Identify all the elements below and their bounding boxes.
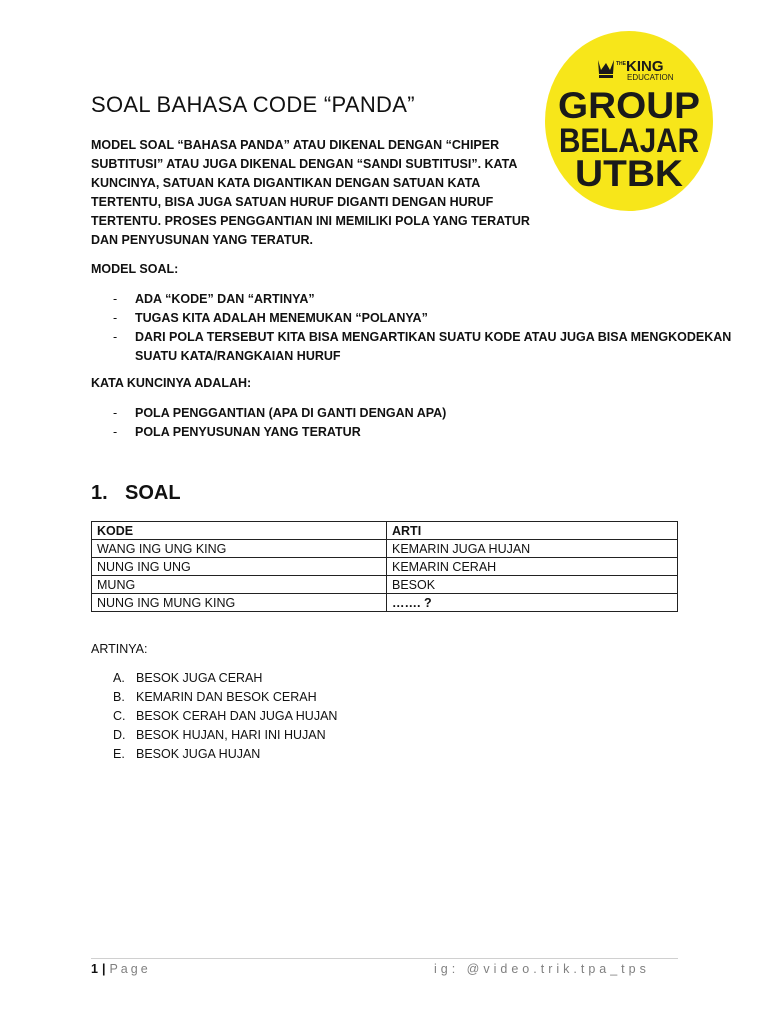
dash-bullet: - (113, 406, 118, 420)
table-row (92, 576, 678, 594)
table-cell: NUNG ING UNG (92, 558, 387, 576)
footer-instagram-handle: ig: @video.trik.tpa_tps (434, 962, 650, 976)
table-row (92, 558, 678, 576)
list-item: - TUGAS KITA ADALAH MENEMUKAN “POLANYA” (113, 309, 768, 328)
footer-divider (91, 958, 678, 959)
dash-bullet: - (113, 425, 118, 439)
section-number: 1. (91, 482, 108, 504)
dash-bullet: - (113, 311, 118, 325)
column-header-kode: KODE (92, 522, 387, 540)
dash-bullet: - (113, 330, 118, 344)
table-row (92, 594, 678, 612)
logo-brand-sub: EDUCATION (627, 73, 674, 82)
answer-option-b: B. KEMARIN DAN BESOK CERAH (113, 690, 317, 704)
answer-options (113, 669, 337, 764)
table-header-row (92, 522, 678, 540)
group-belajar-utbk-logo (544, 30, 714, 212)
table-cell: BESOK (387, 576, 678, 594)
list-item: - POLA PENYUSUNAN YANG TERATUR (113, 423, 446, 442)
section-heading (91, 482, 181, 505)
question-table (91, 521, 678, 612)
logo-line-2: BELAJAR (559, 122, 699, 160)
answer-option-c: C. BESOK CERAH DAN JUGA HUJAN (113, 709, 338, 723)
page-title: SOAL BAHASA CODE “PANDA” (91, 92, 415, 117)
table-cell: KEMARIN CERAH (387, 558, 678, 576)
table-cell: NUNG ING MUNG KING (92, 594, 387, 612)
footer-page-number: 1 | Page (91, 962, 151, 976)
table-row (92, 540, 678, 558)
artinya-label: ARTINYA: (91, 642, 148, 656)
list-item: - DARI POLA TERSEBUT KITA BISA MENGARTIKAN SUATU KODE ATAU JUGA BISA MENGKODEKAN SUATU KATA/RANGKAIAN HURUF (113, 330, 732, 363)
kata-kunci-label: KATA KUNCINYA ADALAH: (91, 376, 252, 390)
model-soal-list (113, 290, 768, 366)
logo-brand: KING (626, 58, 664, 75)
table-cell: ……. ? (387, 594, 678, 612)
logo-brand-small: THE (616, 61, 626, 67)
answer-option-d: D. BESOK HUJAN, HARI INI HUJAN (113, 728, 326, 742)
kata-kunci-list (113, 404, 446, 442)
answer-option-e: E. BESOK JUGA HUJAN (113, 747, 261, 761)
logo-line-1: GROUP (558, 85, 700, 126)
table-cell: MUNG (92, 576, 387, 594)
table-cell: WANG ING UNG KING (92, 540, 387, 558)
list-item: - ADA “KODE” DAN “ARTINYA” (113, 290, 768, 309)
model-soal-label: MODEL SOAL: (91, 262, 179, 276)
section-title: SOAL (125, 482, 181, 504)
logo-line-3: UTBK (575, 153, 684, 194)
table-cell: KEMARIN JUGA HUJAN (387, 540, 678, 558)
list-item: - POLA PENGGANTIAN (APA DI GANTI DENGAN APA) (113, 404, 446, 423)
dash-bullet: - (113, 292, 118, 306)
intro-paragraph: MODEL SOAL “BAHASA PANDA” ATAU DIKENAL DENGAN “CHIPER SUBTITUSI” ATAU JUGA DIKENAL DENGAN “SANDI SUBTITUSI”. KATA KUNCINYA, SATUAN KATA DIGANTIKAN DENGAN SATUAN KATA TERTENTU, BISA JUGA SATUAN HURUF DIGANTI DENGAN HURUF TERTENTU. PROSES PENGGANTIAN INI MEMILIKI POLA YANG TERATUR DAN PENYUSUNAN YANG TERATUR. (91, 138, 530, 247)
answer-option-a: A. BESOK JUGA CERAH (113, 671, 263, 685)
column-header-arti: ARTI (387, 522, 678, 540)
